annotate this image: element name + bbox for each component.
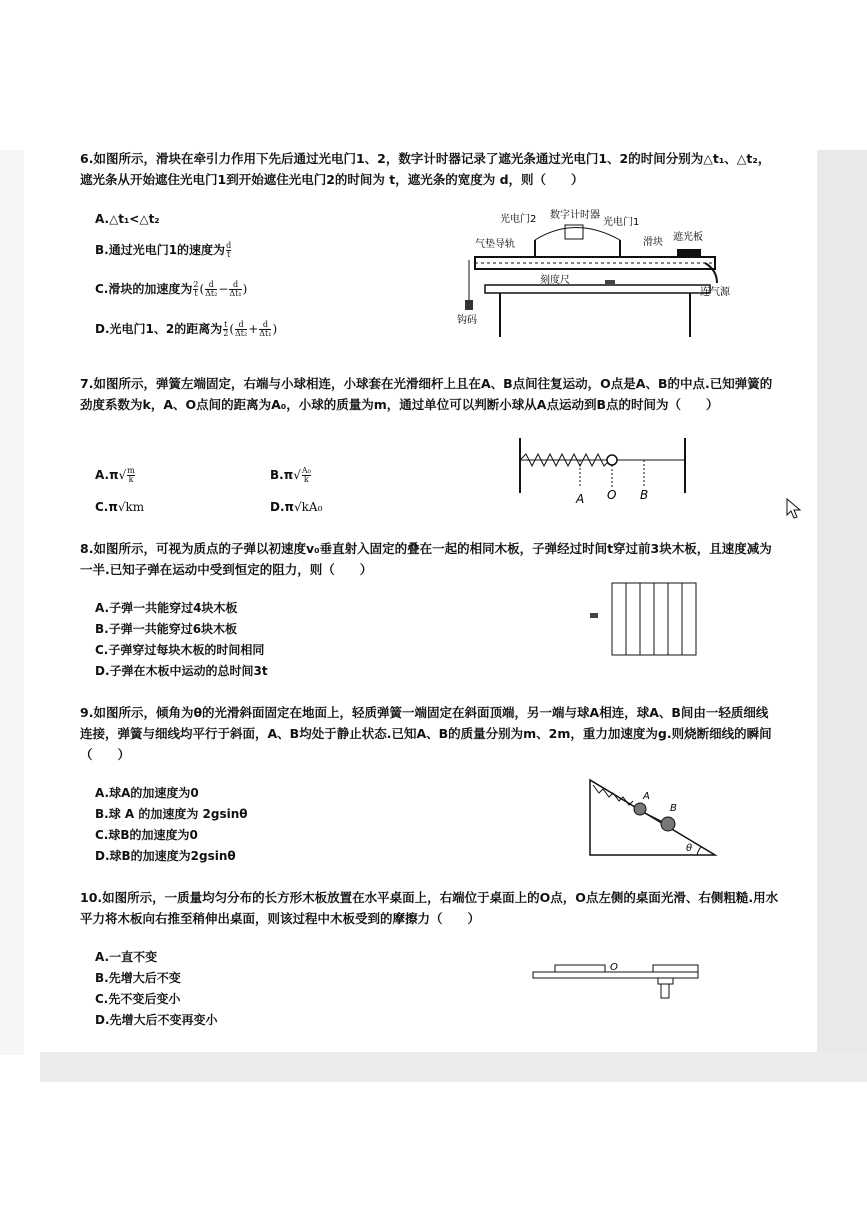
q6-option-c[interactable]	[95, 280, 247, 298]
q9-label-theta: θ	[686, 843, 693, 854]
q7-option-b-formula: √ $\frac{\text{A₀}}{k}$	[293, 466, 311, 484]
q6-option-b[interactable]	[95, 241, 232, 259]
q7-option-a-text: A.π	[95, 468, 119, 482]
q7-option-c[interactable]	[95, 498, 144, 516]
q6-option-a[interactable]: A.△t₁<△t₂	[95, 212, 160, 226]
q7-stem: 7.如图所示，弹簧左端固定，右端与小球相连，小球套在光滑细杆上且在A、B点间往复运动，O点是A、B的中点.已知弹簧的劲度系数为k，A、O点间的距离为A₀，小球的质量为m，通过单位可以判断小球从A点运动到B点的时间为（ ）	[80, 376, 773, 412]
q6-label-ruler: 刻度尺	[540, 275, 570, 286]
q6-option-b-formula: $\frac{d}{t}$	[226, 241, 232, 259]
q10-option-a[interactable]: A.一直不变	[95, 950, 158, 964]
q6-option-b-text: B.通过光电门1的速度为	[95, 243, 226, 257]
q7-option-d[interactable]	[270, 498, 322, 516]
q6-option-d-formula: $\frac{t}{2}$ ( $\frac{d}{\text{Δt₂}}$ + $\frac{d}{\text{Δt₁}}$ )	[223, 320, 278, 338]
q8-option-c[interactable]: C.子弹穿过每块木板的时间相同	[95, 643, 265, 657]
q6-option-d-text: D.光电门1、2的距离为	[95, 322, 223, 336]
q7-option-a[interactable]	[95, 466, 136, 484]
q9-option-d[interactable]: D.球B的加速度为2gsinθ	[95, 849, 236, 863]
q9-stem: 9.如图所示，倾角为θ的光滑斜面固定在地面上，轻质弹簧一端固定在斜面顶端，另一端与球A相连，球A、B间由一轻质细线连接，弹簧与细线均平行于斜面，A、B均处于静止状态.已知A、B的质量分别为m、2m，重力加速度为g.则烧断细线的瞬间（ ）	[80, 705, 772, 762]
q6-label-timer: 数字计时器	[550, 210, 600, 221]
q7-spring-figure	[510, 433, 700, 513]
q10-option-c[interactable]: C.先不变后变小	[95, 992, 181, 1006]
q6-option-d[interactable]	[95, 320, 277, 338]
right-margin-shade	[817, 150, 867, 1055]
q7-option-b[interactable]	[270, 466, 312, 484]
mouse-cursor-icon	[785, 497, 803, 525]
q10-label-o: O	[610, 962, 618, 973]
q7-label-o: O	[607, 488, 617, 502]
q10-board-table-figure	[528, 960, 708, 1010]
q7-label-a: A	[576, 492, 585, 506]
q6-label-slider: 滑块	[643, 237, 663, 248]
q9-label-b: B	[670, 803, 677, 814]
q6-air-track-figure	[455, 205, 740, 340]
q10-stem: 10.如图所示，一质量均匀分布的长方形木板放置在水平桌面上，右端位于桌面上的O点，O点左侧的桌面光滑、右侧粗糙.用水平力将木板向右推至稍伸出桌面，则该过程中木板受到的摩擦力（ ）	[80, 890, 779, 926]
q9-option-c[interactable]: C.球B的加速度为0	[95, 828, 198, 842]
q7-option-d-text: D.π	[270, 500, 295, 514]
q9-incline-figure	[585, 775, 720, 860]
q6-stem: 6.如图所示，滑块在牵引力作用下先后通过光电门1、2，数字计时器记录了遮光条通过光电门1、2的时间分别为△t₁、△t₂，遮光条从开始遮住光电门1到开始遮住光电门2的时间为 t，遮光条的宽度为 d，则（ ）	[80, 151, 771, 187]
q6-option-c-text: C.滑块的加速度为	[95, 282, 193, 296]
bottom-margin-shade	[40, 1052, 867, 1082]
q6-option-c-formula: $\frac{2}{t}$ ( $\frac{d}{\text{Δt₂}}$ − $\frac{d}{\text{Δt₁}}$ )	[193, 280, 248, 298]
q7-option-c-formula: √km	[117, 500, 145, 514]
left-margin-shade	[0, 150, 24, 1055]
q7-option-a-formula: √ $\frac{m}{k}$	[118, 466, 135, 484]
q6-label-gate1: 光电门1	[603, 217, 640, 228]
q8-option-d[interactable]: D.子弹在木板中运动的总时间3t	[95, 664, 268, 678]
q6-label-shade: 遮光板	[673, 232, 703, 243]
q7-option-d-formula: √kA₀	[294, 500, 323, 514]
q8-bullet-boards-figure	[585, 580, 705, 660]
q9-option-b[interactable]: B.球 A 的加速度为 2gsinθ	[95, 807, 248, 821]
q9-label-a: A	[643, 791, 650, 802]
q7-option-b-text: B.π	[270, 468, 294, 482]
q6-label-gate2: 光电门2	[500, 214, 537, 225]
q8-option-b[interactable]: B.子弹一共能穿过6块木板	[95, 622, 238, 636]
q7-label-b: B	[640, 488, 649, 502]
q10-option-d[interactable]: D.先增大后不变再变小	[95, 1013, 218, 1027]
q6-label-air: 连气源	[700, 287, 730, 298]
q8-stem: 8.如图所示，可视为质点的子弹以初速度v₀垂直射入固定的叠在一起的相同木板，子弹经过时间t穿过前3块木板，且速度减为一半.已知子弹在运动中受到恒定的阻力，则（ ）	[80, 541, 772, 577]
q6-label-rail: 气垫导轨	[475, 239, 515, 250]
q8-option-a[interactable]: A.子弹一共能穿过4块木板	[95, 601, 238, 615]
q10-option-b[interactable]: B.先增大后不变	[95, 971, 181, 985]
q6-label-weight: 钩码	[457, 315, 477, 326]
q7-option-c-text: C.π	[95, 500, 118, 514]
q9-option-a[interactable]: A.球A的加速度为0	[95, 786, 199, 800]
